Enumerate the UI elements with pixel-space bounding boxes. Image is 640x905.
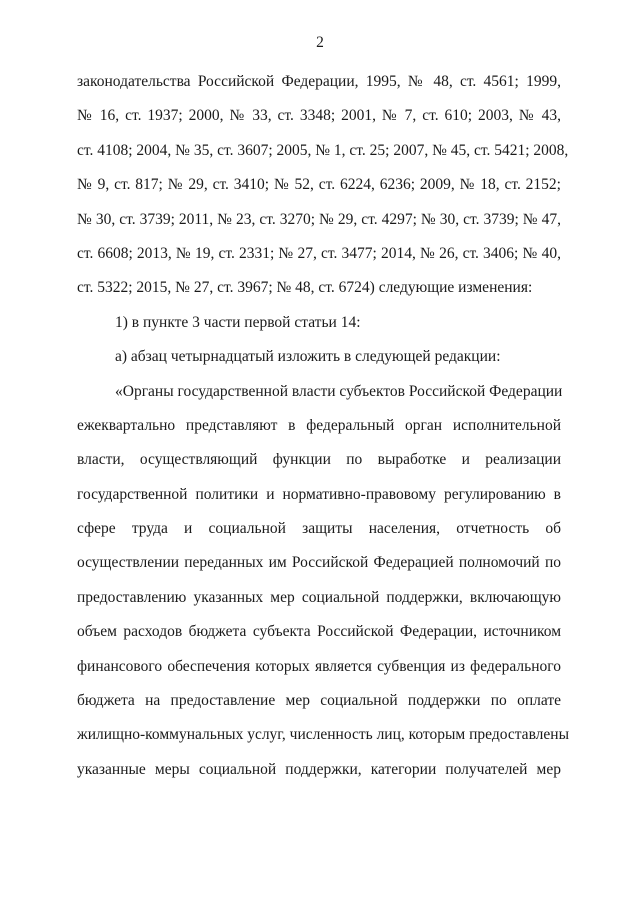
text-line: № 9, ст. 817; № 29, ст. 3410; № 52, ст. 6224, 6236; 2009, № 18, ст. 2152; (77, 176, 561, 194)
text-line: объем расходов бюджета субъекта Российской Федерации, источником (77, 623, 561, 641)
text-line: ст. 5322; 2015, № 27, ст. 3967; № 48, ст. 6724) следующие изменения: (77, 279, 533, 297)
text-line: указанные меры социальной поддержки, категории получателей мер (77, 760, 561, 778)
text-line: № 16, ст. 1937; 2000, № 33, ст. 3348; 2001, № 7, ст. 610; 2003, № 43, (77, 107, 561, 125)
text-line: ежеквартально представляют в федеральный орган исполнительной (77, 416, 561, 434)
document-body (77, 65, 570, 787)
text-line: финансового обеспечения которых является субвенция из федерального (77, 657, 561, 675)
text-line: жилищно-коммунальных услуг, численность лиц, которым предоставлены (77, 726, 570, 744)
text-line: ст. 6608; 2013, № 19, ст. 2331; № 27, ст. 3477; 2014, № 26, ст. 3406; № 40, (77, 244, 561, 262)
text-line: государственной политики и нормативно-правовому регулированию в (77, 485, 561, 503)
text-line: власти, осуществляющий функции по выработке и реализации (77, 451, 561, 469)
text-line: законодательства Российской Федерации, 1995, № 48, ст. 4561; 1999, (77, 73, 561, 90)
page-number: 2 (316, 34, 324, 51)
text-line: ст. 4108; 2004, № 35, ст. 3607; 2005, № 1, ст. 25; 2007, № 45, ст. 5421; 2008, (77, 141, 569, 159)
text-line: 1) в пункте 3 части первой статьи 14: (115, 313, 361, 331)
text-line: предоставлению указанных мер социальной поддержки, включающую (77, 588, 561, 606)
text-line: а) абзац четырнадцатый изложить в следующей редакции: (115, 348, 501, 366)
text-line: «Органы государственной власти субъектов Российской Федерации (115, 382, 563, 400)
text-line: сфере труда и социальной защиты населения, отчетность об (77, 520, 561, 538)
text-line: осуществлении переданных им Российской Федерацией полномочий по (77, 554, 561, 572)
text-line: № 30, ст. 3739; 2011, № 23, ст. 3270; № 29, ст. 4297; № 30, ст. 3739; № 47, (77, 210, 561, 228)
text-line: бюджета на предоставление мер социальной поддержки по оплате (77, 692, 561, 710)
